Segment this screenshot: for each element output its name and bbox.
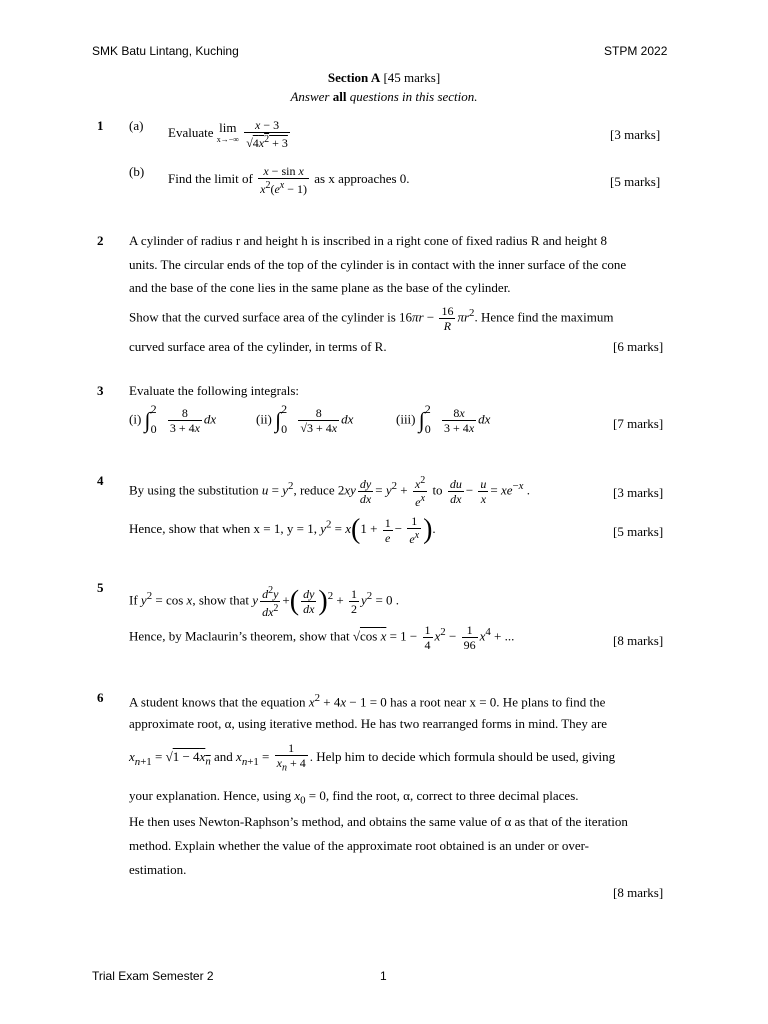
- q2-marks: [6 marks]: [613, 339, 664, 354]
- q1a-expression: [168, 118, 292, 150]
- q3-integral-i: (i) ∫20 $\frac{8}{3 + 4x}$ dx: [129, 402, 217, 437]
- q4-line1-pre: By using the substitution: [129, 482, 259, 498]
- q3-integral-iii: (iii) ∫20 $\frac{8x}{3 + 4x}$ dx: [396, 402, 491, 437]
- q3-text: Evaluate the following integrals:: [129, 383, 300, 398]
- q1b-marks: [5 marks]: [610, 174, 661, 189]
- q6-line4: your explanation. Hence, using $x_0 = 0$, find the root, α, correct to three decimal places.: [129, 788, 579, 807]
- q6-line5: He then uses Newton-Raphson’s method, and obtains the same value of α as that of the iteration: [129, 814, 628, 829]
- q6-line1-pre: A student knows that the equation: [129, 694, 306, 710]
- q2-line4-pre: Show that the curved surface area of the cylinder is: [129, 309, 396, 325]
- q1b-pre: Find the limit of: [168, 170, 253, 186]
- q1-number: 1: [97, 118, 104, 133]
- q1a-marks: [3 marks]: [610, 127, 661, 142]
- q5-number: 5: [97, 580, 104, 595]
- footer-exam: Trial Exam Semester 2: [92, 969, 214, 983]
- q4-marks2: [5 marks]: [613, 524, 664, 539]
- header-school: SMK Batu Lintang, Kuching: [92, 44, 239, 58]
- q2-line4-post: . Hence find the maximum: [474, 309, 614, 325]
- q2-line5: curved surface area of the cylinder, in terms of R.: [129, 339, 387, 354]
- q5-line2-pre: Hence, by Maclaurin’s theorem, show that: [129, 628, 350, 644]
- q1a-text: Evaluate: [168, 124, 214, 140]
- q5-line1: If $y^2 = \cos x$, show that y $\frac{d^2y}{dx^2}$ +( $\frac{dy}{dx}$ )$^2$ + $\frac{1}{2}$ $y^2 = 0$ .: [129, 585, 400, 619]
- q4-line2: Hence, show that when x = 1, y = 1, $y^2 = x(1$ + $\frac{1}{e}$ − $\frac{1}{e^x}$ ).: [129, 514, 436, 546]
- q4-line1-to: to: [432, 482, 443, 498]
- q2-fraction: $\frac{16}{R}$: [441, 304, 454, 333]
- q6-marks: [8 marks]: [613, 885, 664, 900]
- q5-line1-pre: If: [129, 592, 138, 608]
- q1b-fraction: $\frac{\text{x − sin x}}{x^2(e^x - 1)}$: [260, 164, 307, 196]
- q2-line2: units. The circular ends of the top of the cylinder is in contact with the inner surface of the cone: [129, 257, 627, 272]
- q1a-label: (a): [129, 118, 144, 133]
- q6-line7: estimation.: [129, 862, 187, 877]
- q5-line1-mid: , show that: [192, 592, 250, 608]
- q6-line2: approximate root, α, using iterative method. He has two rearranged forms in mind. They are: [129, 716, 608, 731]
- q6-line3-and: and: [214, 749, 233, 765]
- q3-integral-ii: (ii) ∫20 $\frac{8}{√3 + 4x}$ dx: [256, 402, 354, 437]
- q6-line4-post: , find the root, α, correct to three decimal places.: [325, 788, 579, 803]
- q1b-post: as x approaches 0.: [314, 170, 410, 186]
- section-instruction: [0, 89, 768, 105]
- q4-number: 4: [97, 473, 104, 488]
- q3-label-iii: (iii): [396, 411, 416, 427]
- instr-bold: all: [332, 89, 347, 104]
- q6-line3: $x_{n+1} = √1 - 4x_n$ and $x_{n+1}$ = $\frac{1}{x_n + 4}$ . Help him to decide which formula should be used, giving: [129, 741, 616, 774]
- section-heading: [0, 70, 768, 86]
- q3-number: 3: [97, 383, 104, 398]
- q4-line1: By using the substitution $u = y^2$, reduce 2xy $\frac{dy}{dx}$ = $y^2$ + $\frac{x^2}{e^x}$ to $\frac{du}{dx}$ − $\frac{u}{x}$ = $xe^{-x}$ .: [129, 475, 530, 509]
- section-title: Section A: [327, 70, 381, 85]
- q1b-expression: [168, 164, 410, 196]
- q6-number: 6: [97, 690, 104, 705]
- instr-pre: Answer: [290, 89, 330, 104]
- q6-line3-post: . Help him to decide which formula should be used, giving: [309, 749, 616, 765]
- q4-line2-pre: Hence, show that when x = 1, y = 1,: [129, 520, 317, 536]
- q4-line1-mid: , reduce: [293, 482, 335, 498]
- q4-marks1: [3 marks]: [613, 485, 664, 500]
- section-marks: [45 marks]: [383, 70, 441, 85]
- q3-marks: [7 marks]: [613, 416, 664, 431]
- q5-line2: Hence, by Maclaurin’s theorem, show that √cos x = 1 − $\frac{1}{4}$ $x^2$ − $\frac{1}{96}$ $x^4$ + ...: [129, 623, 515, 652]
- q2-line1: A cylinder of radius r and height h is inscribed in a right cone of fixed radius R and height 8: [129, 233, 607, 248]
- instr-post: questions in this section.: [349, 89, 478, 104]
- q1b-label: (b): [129, 164, 145, 179]
- q2-line4: Show that the curved surface area of the cylinder is 16πr − $\frac{16}{R}$ $\pi r^2$. Hence find the maximum: [129, 304, 614, 333]
- q3-fraction-i: $\frac{8}{3 + 4x}$: [169, 406, 200, 435]
- header-exam: STPM 2022: [604, 44, 668, 58]
- q6-line1-post: has a root near x = 0. He plans to find the: [390, 694, 606, 710]
- q6-line6: method. Explain whether the value of the approximate root obtained is an under or over-: [129, 838, 590, 853]
- q1a-fraction: $\frac{x - 3}{√4x^2 + 3}$: [246, 118, 288, 150]
- q3-fraction-iii: $\frac{8x}{3 + 4x}$: [444, 406, 475, 435]
- page-number: 1: [380, 969, 387, 983]
- q6-line4-pre: your explanation. Hence, using: [129, 788, 292, 803]
- limit-symbol: lim x→−∞: [216, 120, 239, 144]
- q2-number: 2: [97, 233, 104, 248]
- q3-fraction-ii: $\frac{8}{√3 + 4x}$: [300, 406, 338, 435]
- q6-line1: A student knows that the equation $x^2 + 4x - 1 = 0$ has a root near x = 0. He plans to find the: [129, 692, 606, 710]
- q5-marks: [8 marks]: [613, 633, 664, 648]
- q2-line3: and the base of the cone lies in the same plane as the base of the cylinder.: [129, 280, 511, 295]
- q3-label-i: (i): [129, 411, 142, 427]
- q3-label-ii: (ii): [256, 411, 272, 427]
